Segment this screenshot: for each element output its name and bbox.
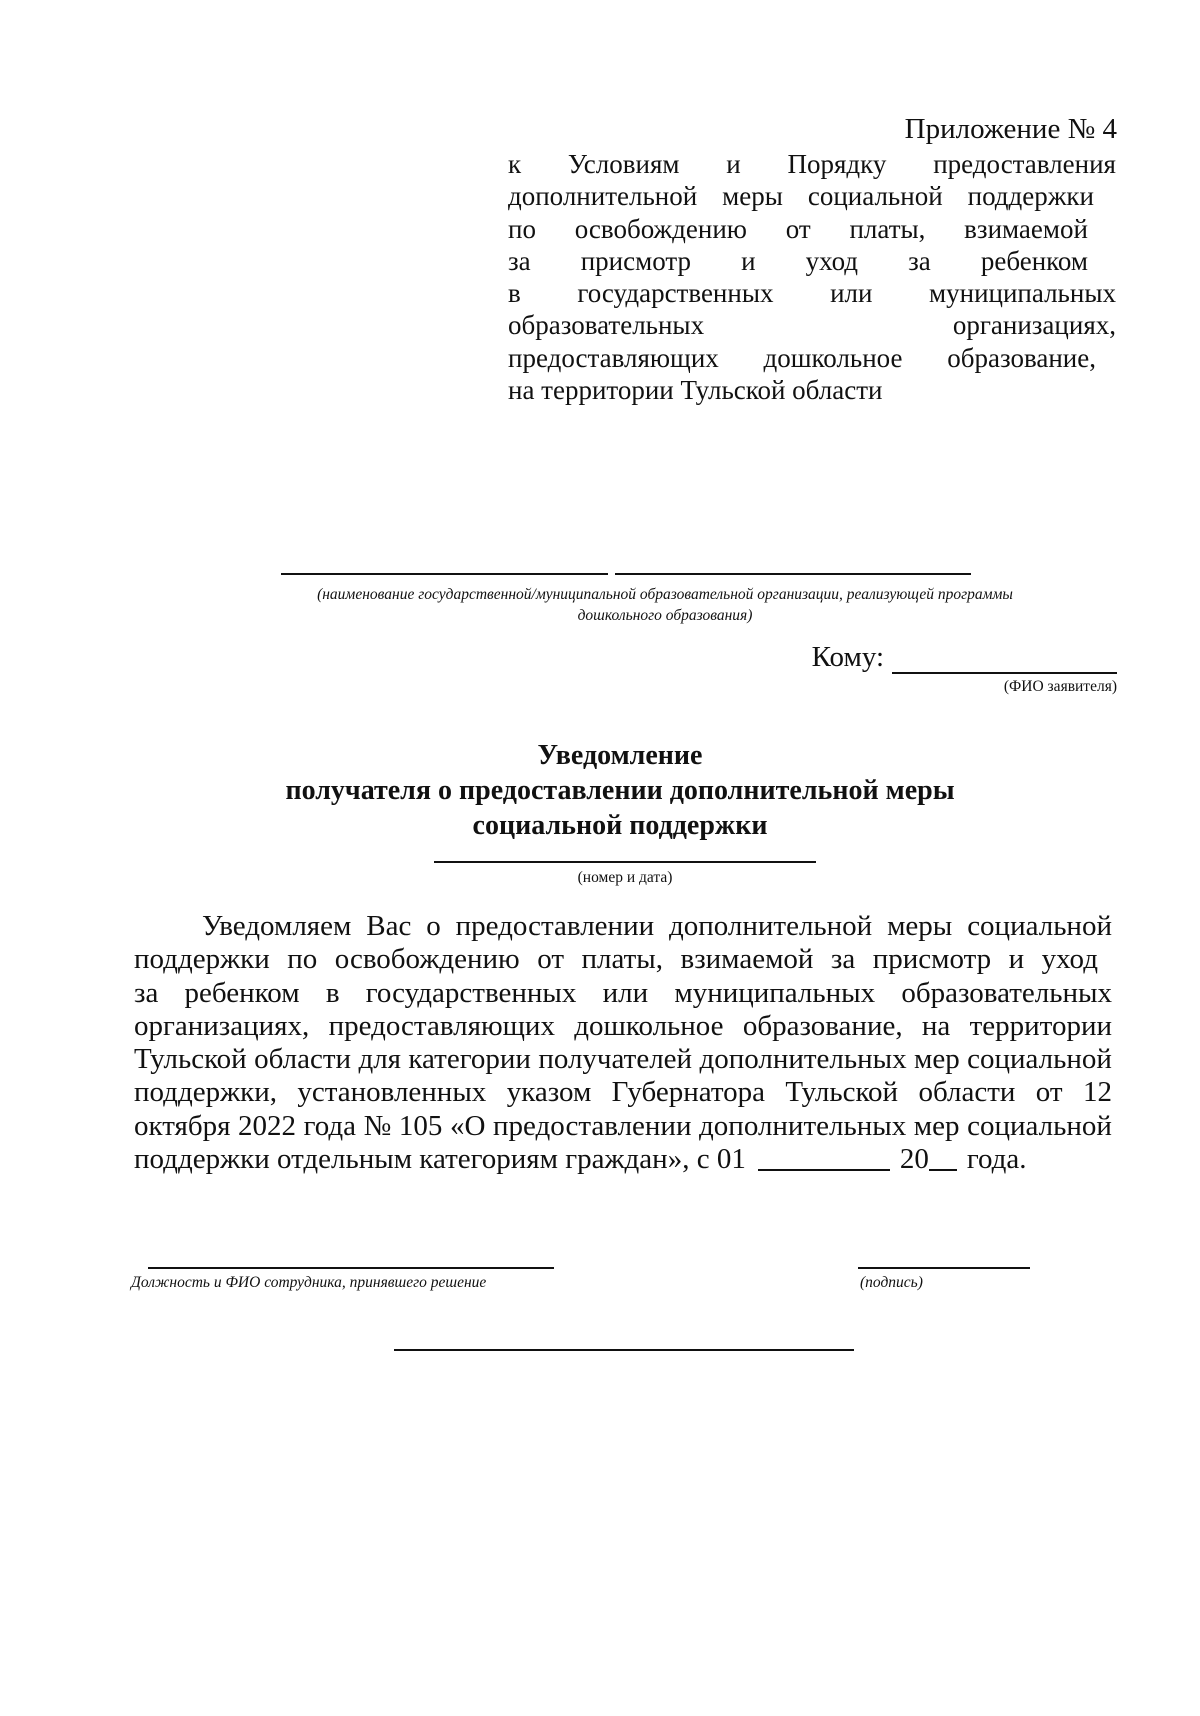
month-blank — [758, 1143, 890, 1171]
body-line: поддержки отдельным категориям граждан», с 01 20 года. — [134, 1143, 1027, 1176]
signature-blank — [858, 1267, 1030, 1269]
number-date-caption: (номер и дата) — [577, 869, 673, 886]
fio-caption: (ФИО заявителя) — [1003, 678, 1117, 695]
number-date-blank — [434, 861, 816, 863]
notice-title: Уведомление получателя о предоставлении дополнительной меры социальной поддержки — [285, 740, 955, 841]
appendix-line: по освобождению от платы, взимаемой — [508, 213, 1088, 244]
body-line: организациях, предоставляющих дошкольное образование, на территории — [134, 1009, 1112, 1042]
appendix-line: образовательных организациях, — [508, 310, 1116, 341]
official-caption: Должность и ФИО сотрудника, принявшего решение — [131, 1274, 487, 1291]
organization-name-blank — [281, 573, 608, 575]
body-line: Уведомляем Вас о предоставлении дополнительной меры социальной — [202, 910, 1112, 942]
appendix-title: Приложение № 4 — [904, 113, 1117, 145]
body-line: поддержки, установленных указом Губернатора Тульской области от 12 — [134, 1076, 1112, 1109]
notice-body — [134, 910, 1112, 1176]
signature-caption: (подпись) — [860, 1274, 923, 1291]
year-blank — [929, 1143, 957, 1171]
appendix-line: дополнительной меры социальной поддержки — [508, 181, 1094, 212]
appendix-text — [508, 148, 1116, 406]
appendix-line: предоставляющих дошкольное образование, — [508, 342, 1096, 373]
appendix-line: к Условиям и Порядку предоставления — [508, 149, 1116, 179]
closing-line — [394, 1349, 854, 1351]
to-label: Кому: — [811, 641, 884, 673]
body-line: Тульской области для категории получателей дополнительных мер социальной — [134, 1043, 1112, 1076]
body-line: поддержки по освобождению от платы, взимаемой за присмотр и уход — [134, 943, 1098, 976]
body-line: октября 2022 года № 105 «О предоставлении дополнительных мер социальной — [134, 1109, 1112, 1142]
organization-name-blank — [615, 573, 971, 575]
body-line: за ребенком в государственных или муниципальных образовательных — [134, 976, 1112, 1009]
appendix-line: на территории Тульской области — [508, 375, 883, 406]
appendix-line: в государственных или муниципальных — [508, 278, 1116, 309]
recipient-fio-blank — [892, 640, 1117, 674]
appendix-line: за присмотр и уход за ребенком — [508, 245, 1088, 276]
recipient-row — [812, 640, 1117, 674]
organization-caption: (наименование государственной/муниципальной образовательной организации, реализующей программы дошкольного образования) — [317, 586, 1013, 624]
official-name-blank — [148, 1267, 554, 1269]
